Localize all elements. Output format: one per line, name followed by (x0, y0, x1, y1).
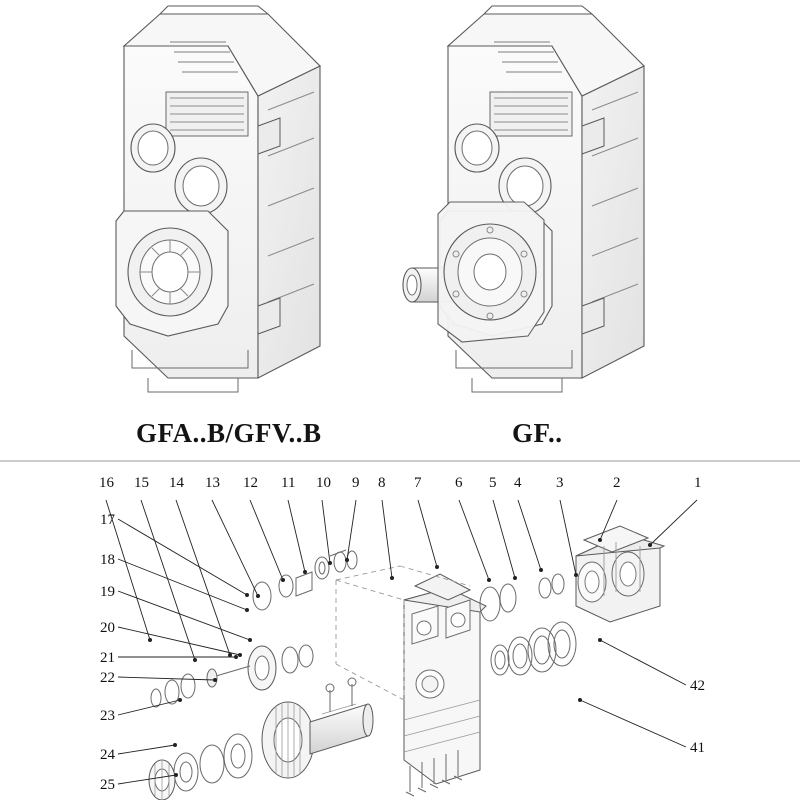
callout-number-13: 13 (205, 475, 220, 491)
leader-dot-14 (228, 653, 232, 657)
leader-line-6 (459, 500, 489, 580)
leader-line-14 (176, 500, 230, 655)
leader-line-23 (118, 700, 180, 715)
callout-number-7: 7 (414, 475, 422, 491)
left-gear-unit-drawing (116, 6, 320, 392)
leader-dot-42 (598, 638, 602, 642)
leader-line-18 (118, 559, 247, 610)
exploded-main-gear (149, 702, 373, 800)
caption-right-unit: GF.. (512, 418, 563, 448)
leader-dot-21 (234, 655, 238, 659)
callout-number-42: 42 (690, 678, 705, 694)
callout-number-20: 20 (100, 620, 115, 636)
leader-line-13 (212, 500, 258, 596)
exploded-motor-adapter (576, 526, 664, 622)
callout-number-23: 23 (100, 708, 115, 724)
callout-number-41: 41 (690, 740, 705, 756)
leader-line-22 (118, 677, 215, 680)
caption-left-unit: GFA..B/GFV..B (136, 418, 322, 448)
leader-dot-18 (245, 608, 249, 612)
leader-line-4 (518, 500, 541, 570)
leader-line-10 (322, 500, 330, 563)
leader-line-42 (600, 640, 686, 685)
callout-number-4: 4 (514, 475, 522, 491)
leader-dot-7 (435, 565, 439, 569)
callout-number-17: 17 (100, 512, 115, 528)
leader-dot-9 (345, 558, 349, 562)
leader-dot-17 (245, 593, 249, 597)
exploded-housing (336, 566, 486, 784)
callout-number-22: 22 (100, 670, 115, 686)
leader-dot-22 (213, 678, 217, 682)
leader-dot-4 (539, 568, 543, 572)
callout-number-16: 16 (99, 475, 114, 491)
callout-number-11: 11 (281, 475, 296, 491)
callout-number-12: 12 (243, 475, 258, 491)
leader-dot-15 (193, 658, 197, 662)
exploded-ring-stack-right (480, 574, 576, 675)
leader-dot-10 (328, 561, 332, 565)
leader-dot-13 (256, 594, 260, 598)
leader-line-41 (580, 700, 686, 747)
callout-number-18: 18 (100, 552, 115, 568)
leader-dot-41 (578, 698, 582, 702)
exploded-assembly-drawing (149, 526, 664, 800)
leader-dot-20 (238, 653, 242, 657)
exploded-fasteners-top (253, 550, 357, 610)
leader-dot-23 (178, 698, 182, 702)
callout-number-10: 10 (316, 475, 331, 491)
callout-number-19: 19 (100, 584, 115, 600)
callout-number-25: 25 (100, 777, 115, 793)
leader-line-24 (118, 745, 175, 754)
leader-dot-25 (174, 773, 178, 777)
leader-line-1 (650, 500, 697, 545)
leader-dot-19 (248, 638, 252, 642)
callout-number-8: 8 (378, 475, 386, 491)
callout-number-3: 3 (556, 475, 564, 491)
leader-dot-3 (574, 573, 578, 577)
callout-number-9: 9 (352, 475, 360, 491)
leader-line-17 (118, 519, 247, 595)
callout-number-24: 24 (100, 747, 115, 763)
leader-dot-1 (648, 543, 652, 547)
callout-number-21: 21 (100, 650, 115, 666)
leader-dot-2 (598, 538, 602, 542)
leader-dot-11 (303, 570, 307, 574)
leader-dot-5 (513, 576, 517, 580)
leader-line-8 (382, 500, 392, 578)
leader-dot-6 (487, 578, 491, 582)
leader-dot-12 (281, 578, 285, 582)
leader-line-11 (288, 500, 305, 572)
exploded-shaft-gear-cluster (151, 645, 313, 707)
leader-dot-8 (390, 576, 394, 580)
right-gear-unit-drawing (403, 6, 644, 392)
leader-line-3 (560, 500, 576, 575)
leader-line-12 (250, 500, 283, 580)
callout-number-6: 6 (455, 475, 463, 491)
leader-line-19 (118, 591, 250, 640)
leader-line-7 (418, 500, 437, 567)
callout-number-2: 2 (613, 475, 621, 491)
leader-dot-16 (148, 638, 152, 642)
leader-line-5 (493, 500, 515, 578)
leader-dot-24 (173, 743, 177, 747)
callout-dots (148, 538, 652, 777)
callout-number-1: 1 (694, 475, 702, 491)
callout-number-15: 15 (134, 475, 149, 491)
callout-number-14: 14 (169, 475, 184, 491)
callout-number-5: 5 (489, 475, 497, 491)
